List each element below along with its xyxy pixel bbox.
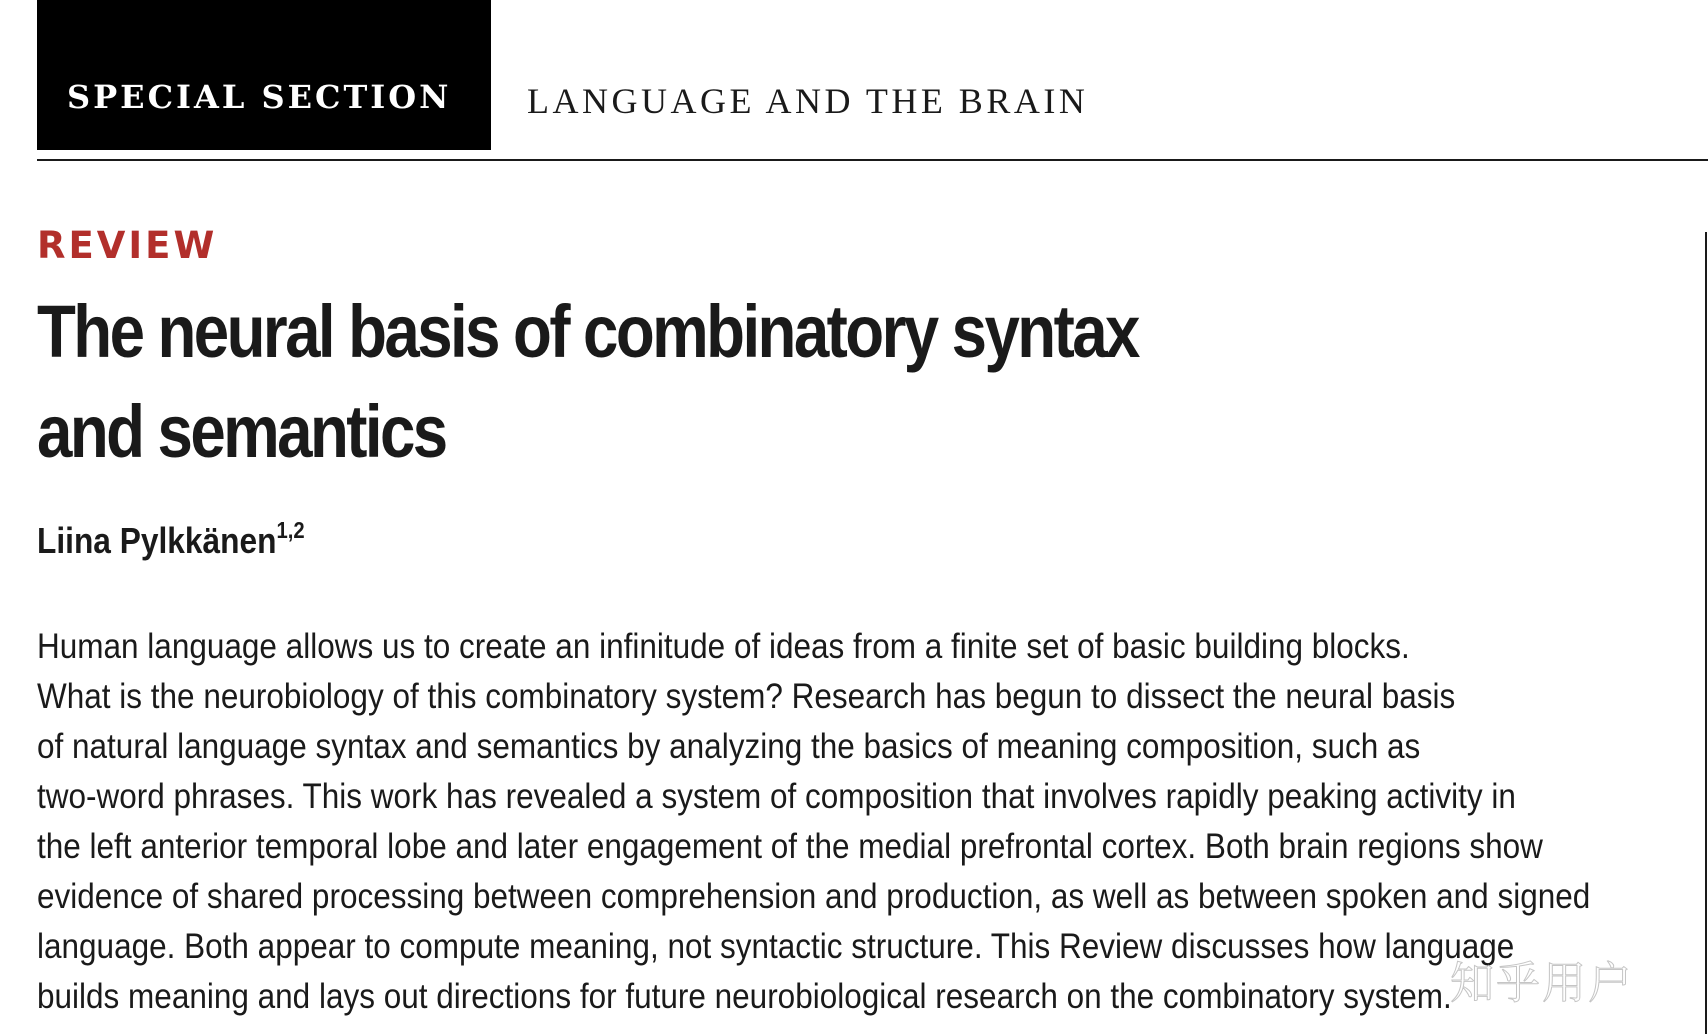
watermark: 知乎用户	[1450, 958, 1634, 1009]
abstract-line: What is the neurobiology of this combinatory system? Research has begun to dissect the neural basis	[37, 677, 1456, 716]
abstract-line: the left anterior temporal lobe and later engagement of the medial prefrontal cortex. Both brain regions show	[37, 827, 1543, 866]
abstract-line: Human language allows us to create an infinitude of ideas from a finite set of basic building blocks.	[37, 627, 1410, 666]
abstract-line: evidence of shared processing between comprehension and production, as well as between spoken and signed	[37, 877, 1591, 916]
article-title	[37, 282, 1155, 482]
section-topic: LANGUAGE AND THE BRAIN	[527, 81, 1089, 121]
special-section-label: SPECIAL SECTION	[67, 78, 452, 116]
author-affiliation-marks: 1,2	[276, 517, 305, 543]
article-title-line: and semantics	[37, 390, 446, 473]
header-divider	[37, 159, 1708, 161]
abstract-line: two-word phrases. This work has revealed a system of composition that involves rapidly peaking activity in	[37, 777, 1516, 816]
abstract	[37, 622, 1693, 1022]
author-byline	[37, 517, 305, 562]
abstract-line: of natural language syntax and semantics by analyzing the basics of meaning composition, such as	[37, 727, 1421, 766]
article-title-line: The neural basis of combinatory syntax	[37, 290, 1138, 373]
abstract-line: language. Both appear to compute meaning, not syntactic structure. This Review discusses how language	[37, 927, 1515, 966]
abstract-line: builds meaning and lays out directions for future neurobiological research on the combinatory system.	[37, 977, 1452, 1016]
special-section-tab	[37, 0, 491, 150]
author-name: Liina Pylkkänen	[37, 520, 277, 561]
right-margin-divider	[1705, 232, 1707, 1034]
article-type-label: REVIEW	[37, 224, 218, 267]
